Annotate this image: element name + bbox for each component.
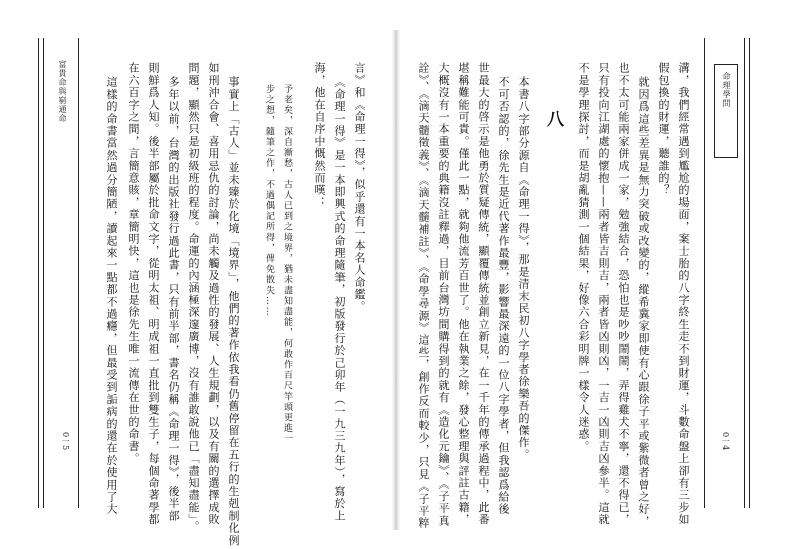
right-text-column: 世最大的啓示是他勇於質疑傳統，顯覆傳統並創立新見，在一千年的傳承過程中，此番 xyxy=(477,62,490,526)
left-text-column: 多年以前，台灣的出版社發行過此書，只有前半部，書名仍稱《命理一得》，後半部 xyxy=(167,76,180,522)
right-running-head: 命理學問 xyxy=(722,72,731,108)
left-text-column: 《命理一得》是一本即興式的命理隨筆，初版發行於己卯年（一九三九年），寫於上 xyxy=(333,76,346,522)
left-quote-column: 步之想，隨筆之作，不過偶記所得，俾免散失…… xyxy=(264,84,274,318)
left-quote-column: 予老矣，深自漸愁，古人已到之境界，猶未盡知盡能，何敢作百尺竿頭更進一 xyxy=(282,84,292,445)
right-page-header-rule xyxy=(704,38,705,508)
right-text-column: 本書八字部分源自《命理一得》，那是清末民初八字學者徐樂吾的傑作。 xyxy=(517,76,530,461)
right-page-inner-rule xyxy=(749,38,750,508)
left-text-column: 問題，顯然只是初級班的程度。命運的內涵極深邃廣博，沒有誰敢說他已「盡知盡能」。 xyxy=(187,62,200,533)
left-text-column: 言》和《命理一得》，似乎還有一本名人命鑑。 xyxy=(353,62,366,313)
chapter-heading: 八 xyxy=(543,110,563,129)
left-text-column: 事實上「古人」並未臻於化境「境界」，他們的著作依我看仍舊停留在五行的生剋制化例 xyxy=(227,76,240,547)
right-text-column: 假包換的財運，聽誰的？ xyxy=(657,62,670,197)
right-page-outer-rule xyxy=(744,38,745,508)
right-text-column: 不是學理探討，而是胡亂猜測一個結果，好像六合彩明牌一樣令人迷惑。 xyxy=(577,62,590,453)
right-text-column: 溝，我們經常遇到尷尬的場面，案士胎的八字終生走不到財運，斗數命盤上卻有三步如 xyxy=(677,62,690,526)
right-text-column: 不可否認的，徐先生是近代著作最豐，影響最深遠的一位八字學者，但我認爲給後 xyxy=(497,76,510,516)
right-text-column: 就因爲這些差異是無力突破或改變的，縱希冀家即使有心跟徐子平或紫微者曾之好， xyxy=(637,76,650,528)
left-page-inner-rule xyxy=(43,38,44,508)
left-page-number: 0一5 xyxy=(61,432,70,451)
right-page-number: 0一4 xyxy=(721,432,730,451)
left-page-header-rule xyxy=(78,38,79,508)
book-gutter xyxy=(392,30,400,530)
right-text-column: 大概沒有一本重要的典籍沒註釋過，目前台灣坊間購得到的就有《造化元鑰》、《子平真 xyxy=(437,62,450,527)
right-text-column: 也不太可能兩家併成一家，勉強結合，恐怕也是吵吵鬧鬧，弄得雞犬不寧，還不得已， xyxy=(617,62,630,526)
left-text-column: 則鮮爲人知。後半部屬於批命文字，從明太祖、明成祖一直批到雙生子，每個命著學都 xyxy=(147,62,160,526)
right-text-column: 堪稱難能可貴。僅此一點，就夠他流芳百世了。他在執業之餘，發心整理與評註古籍， xyxy=(457,62,470,526)
left-text-column: 海，他在自序中慨然而嘆： xyxy=(313,62,326,209)
left-text-column: 在六百字之間，言簡意賅，章簡明快，這也是徐先生唯一流傳在世的命書。 xyxy=(127,62,140,465)
left-text-column: 如刑沖合會、喜用忌仇的討論，尚未觸及過性的發展、人生規劃，以及有關的選擇成敗 xyxy=(207,62,220,526)
left-page-outer-rule xyxy=(38,38,39,508)
right-text-column: 只有投向江湖處的懷抱——兩者皆吉則吉，兩者皆凶則凶，一吉一凶則吉凶參半。這就 xyxy=(597,62,610,526)
left-text-column: 這樣的命書當然過分簡陋，讀起來一點都不過癮，但最受到詬病的還在於使用了大 xyxy=(105,76,118,516)
left-running-head: 富貴命與窮通命 xyxy=(58,60,67,123)
right-text-column: 詮》、《滴天髓徵義》、《滴天髓補註》、《命學尋源》這些，創作反而較少，只見《子平粹 xyxy=(417,62,430,530)
